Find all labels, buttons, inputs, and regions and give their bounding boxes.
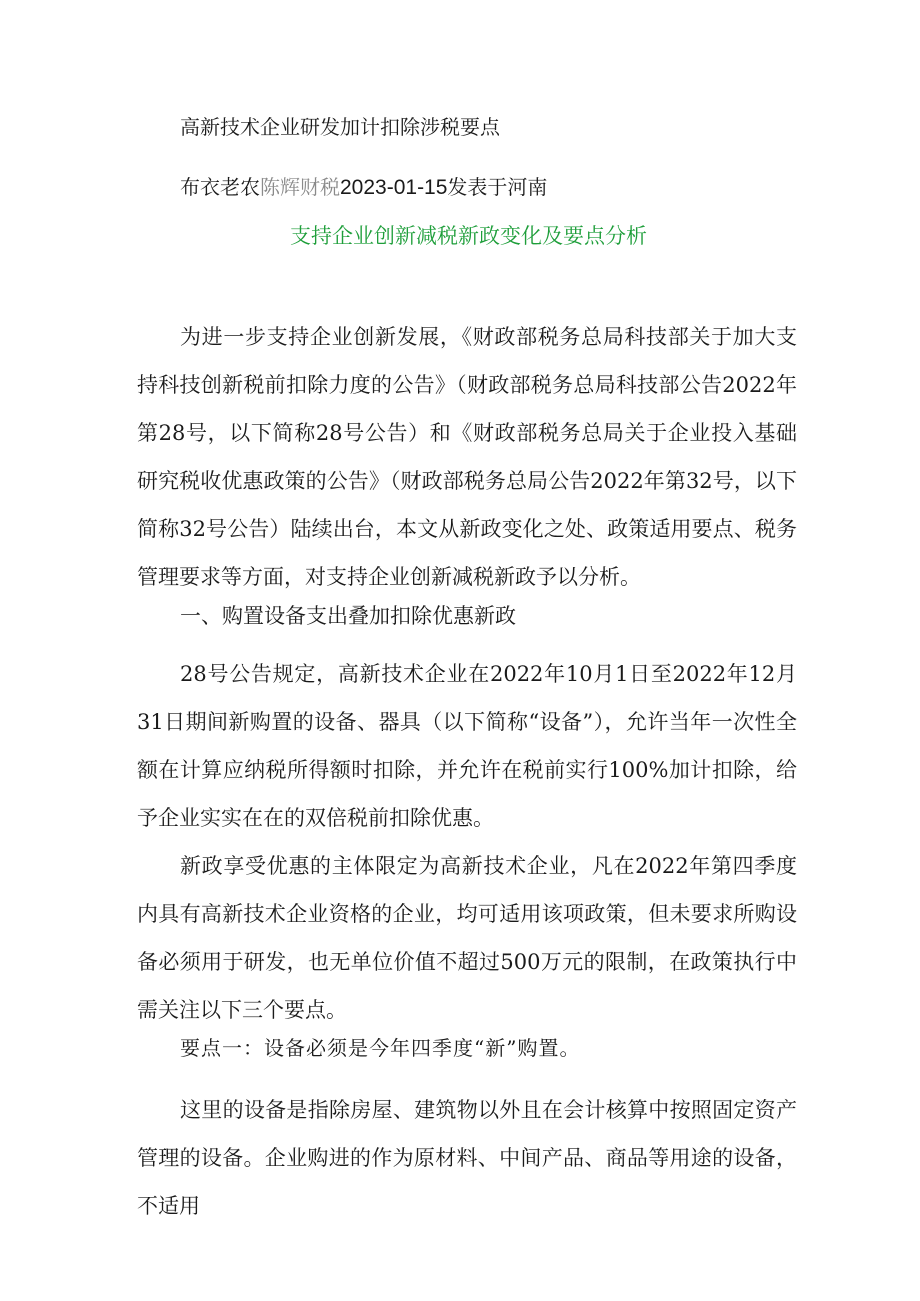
paragraph-equipment: 这里的设备是指除房屋、建筑物以外且在会计核算中按照固定资产管理的设备。企业购进的作为原材料、中间产品、商品等用途的设备，不适用: [137, 1098, 797, 1218]
section-heading: 一、购置设备支出叠加扣除优惠新政: [180, 604, 516, 628]
author-link[interactable]: 陈辉财税: [260, 175, 340, 199]
publish-location: 发表于河南: [447, 175, 548, 199]
point-heading: 要点一：设备必须是今年四季度“新”购置。: [180, 1036, 581, 1060]
article-meta: [180, 173, 547, 202]
author-name: 布衣老农: [180, 175, 260, 199]
article-subtitle: 支持企业创新减税新政变化及要点分析: [290, 224, 647, 248]
paragraph-intro: 为进一步支持企业创新发展，《财政部税务总局科技部关于加大支持科技创新税前扣除力度的公告》（财政部税务总局科技部公告2022年第28号，以下简称28号公告）和《财政部税务总局关于企业投入基础研究税收优惠政策的公告》（财政部税务总局公告2022年第32号，以下简称32号公告）陆续出台，本文从新政变化之处、政策适用要点、税务管理要求等方面，对支持企业创新减税新政予以分析。: [137, 325, 797, 589]
paragraph-scope: 新政享受优惠的主体限定为高新技术企业，凡在2022年第四季度内具有高新技术企业资格的企业，均可适用该项政策，但未要求所购设备必须用于研发，也无单位价值不超过500万元的限制，在政策执行中需关注以下三个要点。: [137, 854, 797, 1022]
publish-date: 2023-01-15: [340, 176, 448, 199]
paragraph-policy: 28号公告规定，高新技术企业在2022年10月1日至2022年12月31日期间新购置的设备、器具（以下简称“设备”），允许当年一次性全额在计算应纳税所得额时扣除，并允许在税前实行100%加计扣除，给予企业实实在在的双倍税前扣除优惠。: [137, 662, 797, 830]
document-title: 高新技术企业研发加计扣除涉税要点: [180, 115, 500, 139]
